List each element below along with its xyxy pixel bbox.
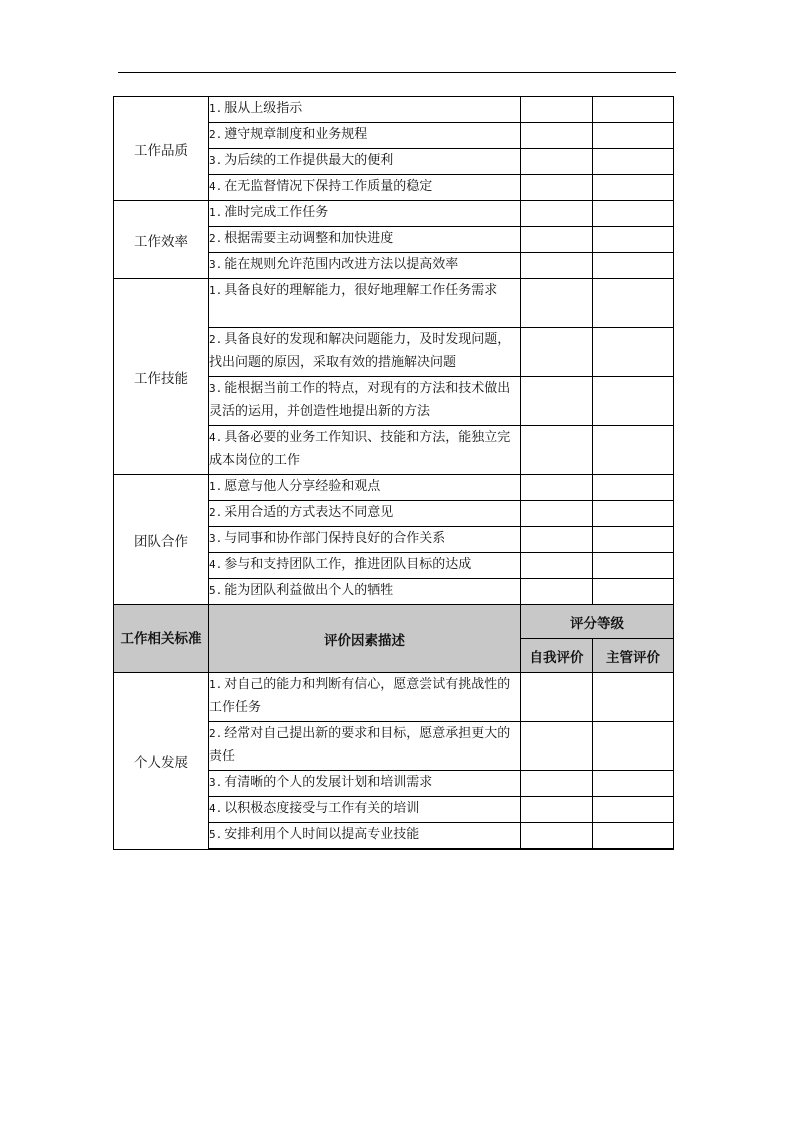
self-rating-cell[interactable] (521, 475, 593, 501)
self-rating-cell[interactable] (521, 201, 593, 227)
item-text: 4. 以积极态度接受与工作有关的培训 (209, 797, 521, 823)
item-text: 2. 遵守规章制度和业务规程 (209, 123, 521, 149)
item-text: 1. 愿意与他人分享经验和观点 (209, 475, 521, 501)
manager-rating-cell[interactable] (593, 253, 674, 279)
manager-rating-cell[interactable] (593, 553, 674, 579)
header-description: 评价因素描述 (209, 605, 521, 673)
header-rating: 评分等级 (521, 605, 674, 639)
table-row (114, 97, 674, 123)
self-rating-cell[interactable] (521, 673, 593, 722)
manager-rating-cell[interactable] (593, 501, 674, 527)
manager-rating-cell[interactable] (593, 579, 674, 605)
item-text: 4. 在无监督情况下保持工作质量的稳定 (209, 175, 521, 201)
self-rating-cell[interactable] (521, 797, 593, 823)
item-text: 3. 能在规则允许范围内改进方法以提高效率 (209, 253, 521, 279)
self-rating-cell[interactable] (521, 823, 593, 850)
self-rating-cell[interactable] (521, 722, 593, 771)
manager-rating-cell[interactable] (593, 123, 674, 149)
table-row (114, 475, 674, 501)
item-text: 3. 有清晰的个人的发展计划和培训需求 (209, 771, 521, 797)
self-rating-cell[interactable] (521, 426, 593, 475)
self-rating-cell[interactable] (521, 579, 593, 605)
category-teamwork: 团队合作 (114, 475, 209, 605)
item-text: 2. 根据需要主动调整和加快进度 (209, 227, 521, 253)
table-row (114, 201, 674, 227)
self-rating-cell[interactable] (521, 123, 593, 149)
manager-rating-cell[interactable] (593, 328, 674, 377)
category-quality: 工作品质 (114, 97, 209, 201)
manager-rating-cell[interactable] (593, 475, 674, 501)
category-skills: 工作技能 (114, 279, 209, 475)
self-rating-cell[interactable] (521, 377, 593, 426)
evaluation-table (113, 96, 674, 850)
item-text: 1. 具备良好的理解能力，很好地理解工作任务需求 (209, 279, 521, 328)
item-text: 4. 参与和支持团队工作，推进团队目标的达成 (209, 553, 521, 579)
self-rating-cell[interactable] (521, 328, 593, 377)
header-self-rating: 自我评价 (521, 639, 593, 673)
header-manager-rating: 主管评价 (593, 639, 674, 673)
self-rating-cell[interactable] (521, 501, 593, 527)
manager-rating-cell[interactable] (593, 227, 674, 253)
item-text: 3. 为后续的工作提供最大的便利 (209, 149, 521, 175)
manager-rating-cell[interactable] (593, 673, 674, 722)
manager-rating-cell[interactable] (593, 201, 674, 227)
self-rating-cell[interactable] (521, 97, 593, 123)
item-text: 3. 能根据当前工作的特点，对现有的方法和技术做出灵活的运用，并创造性地提出新的方法 (209, 377, 521, 426)
self-rating-cell[interactable] (521, 553, 593, 579)
manager-rating-cell[interactable] (593, 426, 674, 475)
table-row (114, 673, 674, 722)
self-rating-cell[interactable] (521, 227, 593, 253)
self-rating-cell[interactable] (521, 279, 593, 328)
self-rating-cell[interactable] (521, 771, 593, 797)
item-text: 1. 对自己的能力和判断有信心，愿意尝试有挑战性的工作任务 (209, 673, 521, 722)
manager-rating-cell[interactable] (593, 771, 674, 797)
manager-rating-cell[interactable] (593, 97, 674, 123)
self-rating-cell[interactable] (521, 253, 593, 279)
page-header-rule (118, 72, 676, 73)
item-text: 2. 具备良好的发现和解决问题能力，及时发现问题，找出问题的原因，采取有效的措施解决问题 (209, 328, 521, 377)
item-text: 1. 准时完成工作任务 (209, 201, 521, 227)
self-rating-cell[interactable] (521, 149, 593, 175)
item-text: 3. 与同事和协作部门保持良好的合作关系 (209, 527, 521, 553)
category-efficiency: 工作效率 (114, 201, 209, 279)
item-text: 5. 安排利用个人时间以提高专业技能 (209, 823, 521, 850)
item-text: 2. 采用合适的方式表达不同意见 (209, 501, 521, 527)
table-row (114, 279, 674, 328)
category-development: 个人发展 (114, 673, 209, 850)
manager-rating-cell[interactable] (593, 175, 674, 201)
item-text: 2. 经常对自己提出新的要求和目标，愿意承担更大的责任 (209, 722, 521, 771)
manager-rating-cell[interactable] (593, 377, 674, 426)
self-rating-cell[interactable] (521, 175, 593, 201)
manager-rating-cell[interactable] (593, 279, 674, 328)
manager-rating-cell[interactable] (593, 527, 674, 553)
table-header-row (114, 605, 674, 639)
header-category: 工作相关标准 (114, 605, 209, 673)
manager-rating-cell[interactable] (593, 149, 674, 175)
manager-rating-cell[interactable] (593, 722, 674, 771)
item-text: 1. 服从上级指示 (209, 97, 521, 123)
manager-rating-cell[interactable] (593, 823, 674, 850)
self-rating-cell[interactable] (521, 527, 593, 553)
item-text: 5. 能为团队利益做出个人的牺牲 (209, 579, 521, 605)
manager-rating-cell[interactable] (593, 797, 674, 823)
item-text: 4. 具备必要的业务工作知识、技能和方法，能独立完成本岗位的工作 (209, 426, 521, 475)
